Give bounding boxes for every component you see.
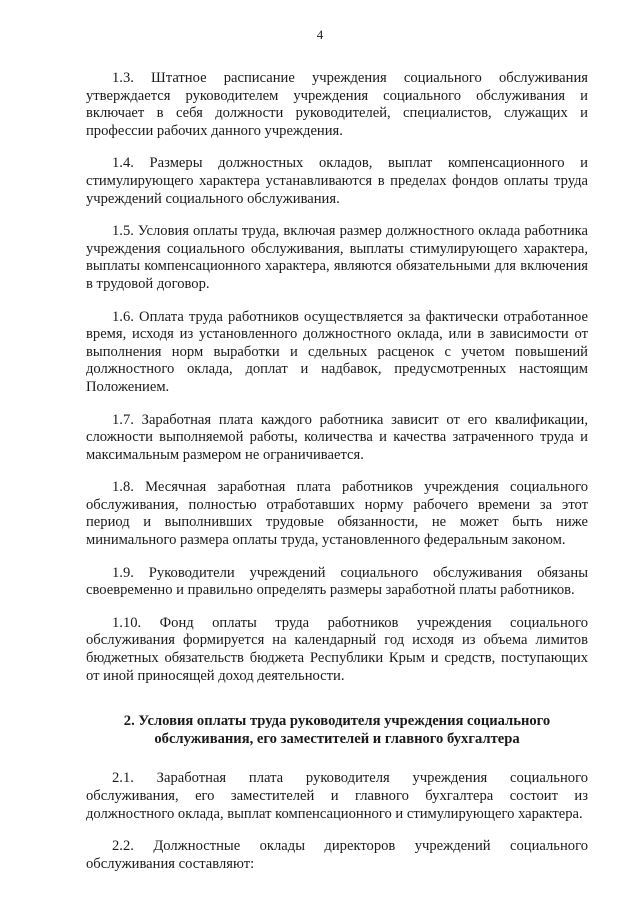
paragraph-1-3: 1.3. Штатное расписание учреждения социального обслуживания утверждается руководителем учреждения социального обслуживания и включает в себя должности руководителей, специалистов, служащих и профессии рабочих данного учреждения.: [86, 70, 588, 139]
document-body: [86, 70, 588, 888]
paragraph-1-9: 1.9. Руководители учреждений социального обслуживания обязаны своевременно и правильно определять размеры заработной платы работников.: [86, 564, 588, 599]
paragraph-1-8: 1.8. Месячная заработная плата работников учреждения социального обслуживания, полностью отработавших норму рабочего времени за этот период и выполнивших трудовые обязанности, не может быть ниже минимального размера оплаты труда, установленного федеральным законом.: [86, 479, 588, 549]
page-number: 4: [316, 27, 324, 42]
paragraph-1-5: 1.5. Условия оплаты труда, включая размер должностного оклада работника учреждения социального обслуживания, выплаты стимулирующего характера, выплаты компенсационного характера, являются обязательными для включения в трудовой договор.: [86, 223, 588, 292]
section-heading: 2. Условия оплаты труда руководителя учреждения социального обслуживания, его заместителей и главного бухгалтера: [123, 713, 551, 747]
paragraph-1-6: 1.6. Оплата труда работников осуществляется за фактически отработанное время, исходя из установленного должностного оклада, или в зависимости от выполнения норм выработки и сдельных расценок с учетом повышений должностного оклада, доплат и надбавок, предусмотренных настоящим Положением.: [86, 308, 588, 395]
paragraph-2-1: 2.1. Заработная плата руководителя учреждения социального обслуживания, его заместителей и главного бухгалтера состоит из должностного оклада, выплат компенсационного и стимулирующего характера.: [86, 770, 588, 822]
paragraph-2-2: 2.2. Должностные оклады директоров учреждений социального обслуживания составляют:: [86, 838, 588, 872]
paragraph-1-10: 1.10. Фонд оплаты труда работников учреждения социального обслуживания формируется на календарный год исходя из объема лимитов бюджетных обязательств бюджета Республики Крым и средств, поступающих от иной приносящей доход деятельности.: [86, 614, 588, 684]
paragraph-1-4: 1.4. Размеры должностных окладов, выплат компенсационного и стимулирующего характера устанавливаются в пределах фондов оплаты труда учреждений социального обслуживания.: [86, 155, 588, 207]
paragraph-1-7: 1.7. Заработная плата каждого работника зависит от его квалификации, сложности выполняемой работы, количества и качества затраченного труда и максимальным размером не ограничивается.: [86, 411, 588, 463]
